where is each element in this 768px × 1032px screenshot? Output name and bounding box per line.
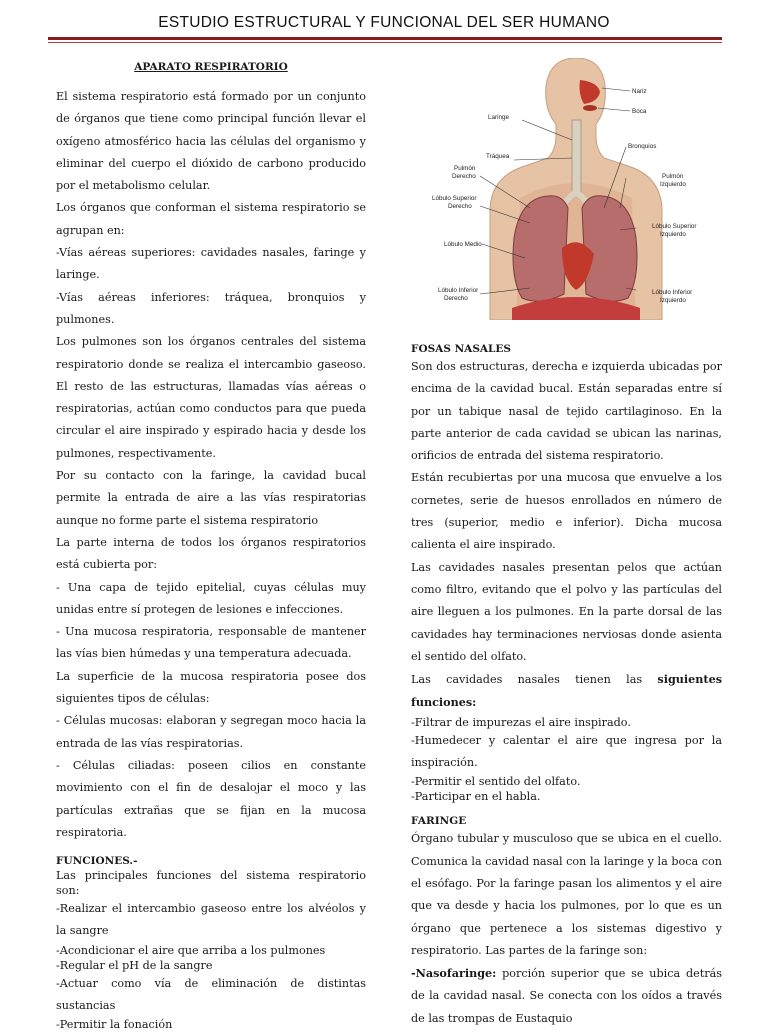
list-item: - Células ciliadas: poseen cilios en constante movimiento con el fin de desalojar el moco y las partículas extrañas que se fijan en la mucosa respiratoria. (56, 758, 366, 839)
paragraph: Por su contacto con la faringe, la cavidad bucal permite la entrada de aire a las vías respiratorias aunque no forme parte el sistema respiratorio (56, 469, 366, 527)
label-traquea: Tráquea (486, 153, 510, 160)
list-item: -Permitir la fonación (56, 1018, 173, 1032)
list-item: - Una mucosa respiratoria, responsable de mantener las vías bien húmedas y una temperatura adecuada. (56, 625, 366, 661)
header-divider (48, 37, 722, 40)
page-header-title: ESTUDIO ESTRUCTURAL Y FUNCIONAL DEL SER HUMANO (158, 14, 610, 31)
list-item: -Humedecer y calentar el aire que ingresa por la inspiración. (411, 733, 722, 770)
section-title-aparato-respiratorio: APARATO RESPIRATORIO (134, 61, 288, 73)
list-item: -Regular el pH de la sangre (56, 958, 213, 972)
section-title-fosas-nasales: FOSAS NASALES (411, 343, 512, 355)
label-pulmon-derecho: Derecho (452, 173, 476, 180)
paragraph: Los pulmones son los órganos centrales del sistema respiratorio donde se realiza el intercambio gaseoso. El resto de las estructuras, llamadas vías aéreas o respiratorias, actúan como conductos para que pueda circular el aire inspirado y espirado hacia y desde los pulmones, respectivamente. (56, 335, 366, 460)
label-lobulo-inferior-derecho: Derecho (444, 295, 468, 302)
list-item: -Actuar como vía de eliminación de distintas sustancias (56, 976, 366, 1012)
label-pulmon-derecho: Pulmón (454, 165, 476, 172)
label-lobulo-superior-derecho: Lóbulo Superior (432, 195, 477, 202)
section-title-faringe: FARINGE (411, 815, 467, 828)
label-lobulo-inferior-izquierdo: Izquierdo (660, 297, 686, 304)
list-item: -Participar en el habla. (411, 790, 541, 804)
list-item: -Permitir el sentido del olfato. (411, 775, 581, 789)
spacer (411, 804, 722, 814)
header-divider-thin (48, 42, 722, 43)
paragraph: Los órganos que conforman el sistema respiratorio se agrupan en: (56, 201, 366, 237)
list-item: -Vías aéreas superiores: cavidades nasales, faringe y laringe. (56, 246, 366, 282)
list-item: -Acondicionar el aire que arriba a los pulmones (56, 943, 326, 957)
label-lobulo-superior-izquierdo: Izquierdo (660, 231, 686, 238)
paragraph: La superficie de la mucosa respiratoria posee dos siguientes tipos de células: (56, 669, 366, 706)
paragraph: Las principales funciones del sistema respiratorio son: (56, 869, 366, 898)
bold-text: -Nasofaringe: (411, 966, 497, 981)
text: Las cavidades nasales tienen las (411, 673, 658, 687)
text: porción superior que se ubica detrás de la cavidad nasal. Se conecta con los oídos a través de las trompas de Eustaquio (411, 967, 722, 1025)
label-nariz: Nariz (632, 88, 647, 95)
label-pulmon-izquierdo: Pulmón (662, 173, 684, 180)
paragraph: Son dos estructuras, derecha e izquierda ubicadas por encima de la cavidad bucal. Están separadas entre sí por un tabique nasal de tejido cartilaginoso. En la parte anterior de cada cavidad se ubican las narinas, orificios de entrada del sistema respiratorio. (411, 360, 722, 463)
list-item: -Filtrar de impurezas el aire inspirado. (411, 715, 631, 729)
label-boca: Boca (632, 108, 647, 115)
label-bronquios: Bronquios (628, 143, 657, 150)
label-pulmon-izquierdo: Izquierdo (660, 181, 686, 188)
right-column (411, 342, 722, 1030)
label-lobulo-superior-derecho: Derecho (448, 203, 472, 210)
paragraph: Las cavidades nasales presentan pelos que actúan como filtro, evitando que el polvo y las partículas del aire lleguen a los pulmones. En la parte dorsal de las cavidades hay terminaciones nerviosas donde asienta el sentido del olfato. (411, 560, 722, 663)
paragraph: Órgano tubular y musculoso que se ubica en el cuello. Comunica la cavidad nasal con la laringe y la boca con el esófago. Por la faringe pasan los alimentos y el aire que va desde y hacia los pulmones, por lo que es un órgano que pertenece a los sistemas digestivo y respiratorio. Las partes de la faringe son: (411, 832, 722, 957)
paragraph: Están recubiertas por una mucosa que envuelve a los cornetes, serie de huesos enrollados en número de tres (superior, medio e inferior). Dicha mucosa calienta el aire inspirado. (411, 471, 722, 552)
paragraph (411, 668, 722, 715)
list-item: -Vías aéreas inferiores: tráquea, bronquios y pulmones. (56, 290, 366, 326)
paragraph (411, 962, 722, 1030)
list-item: - Una capa de tejido epitelial, cuyas células muy unidas entre sí protegen de lesiones e infecciones. (56, 580, 366, 616)
paragraph: El sistema respiratorio está formado por un conjunto de órganos que tiene como principal función llevar el oxígeno atmosférico hacia las células del organismo y eliminar del cuerpo el dióxido de carbono producido por el metabolismo celular. (56, 90, 366, 193)
list-item: - Células mucosas: elaboran y segregan moco hacia la entrada de las vías respiratorias. (56, 714, 366, 750)
respiratory-system-illustration (430, 58, 710, 320)
left-column (56, 58, 366, 1032)
label-lobulo-medio: Lóbulo Medio (444, 241, 482, 248)
section-title-funciones: FUNCIONES.- (56, 855, 138, 868)
label-lobulo-inferior-derecho: Lóbulo Inferior (438, 287, 479, 294)
paragraph: La parte interna de todos los órganos respiratorios está cubierta por: (56, 535, 366, 572)
spacer (56, 844, 366, 854)
bold-text: siguientes funciones: (411, 672, 722, 710)
list-item: -Realizar el intercambio gaseoso entre los alvéolos y la sangre (56, 902, 366, 938)
label-lobulo-superior-izquierdo: Lóbulo Superior (652, 223, 697, 230)
label-laringe: Laringe (488, 114, 510, 121)
label-lobulo-inferior-izquierdo: Lóbulo Inferior (652, 289, 693, 296)
